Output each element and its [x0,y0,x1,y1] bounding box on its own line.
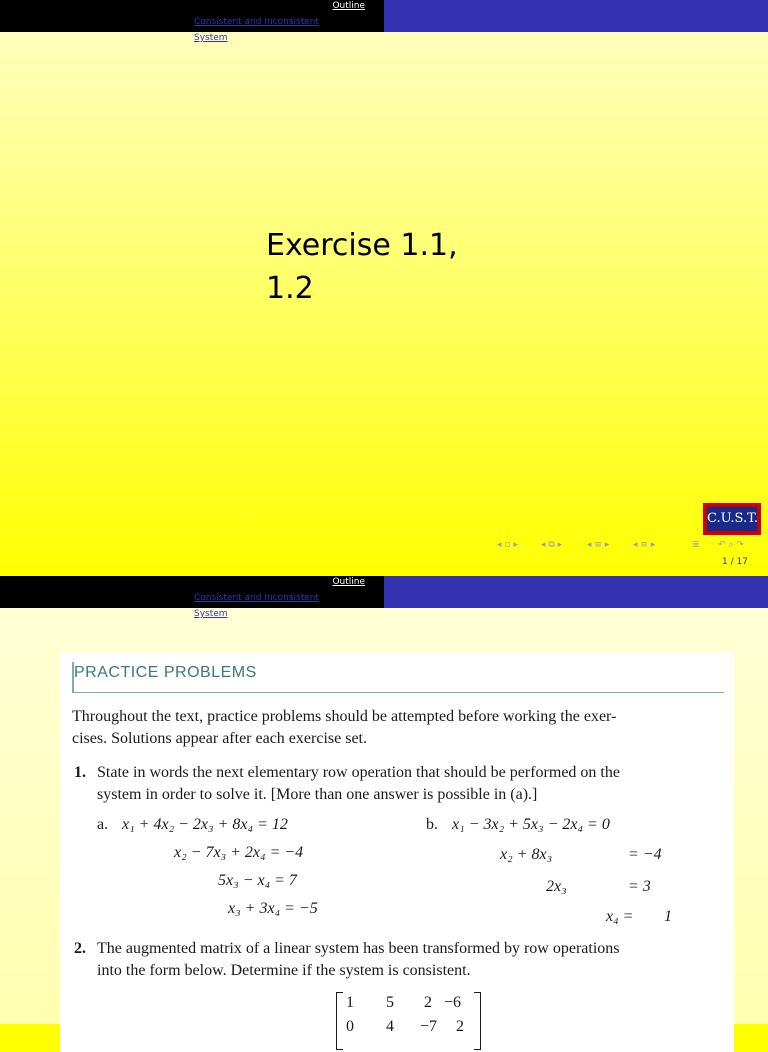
problem2-line1: The augmented matrix of a linear system has been transformed by row operations [97,940,620,957]
header-left-band [0,576,384,608]
part-b-label: b. [426,816,438,833]
slide-header [0,576,768,619]
matrix-cell: 4 [386,1018,394,1035]
practice-heading: PRACTICE PROBLEMS [74,664,257,681]
problem1-line1: State in words the next elementary row operation that should be performed on the [97,764,620,781]
nav-section-icon[interactable]: ◂ ≡ ▸ [587,540,610,550]
page-number: 1 / 17 [722,557,748,567]
header-right-band [384,576,768,608]
cust-logo [703,503,761,535]
matrix-left-bracket [336,992,343,1050]
slide-title [266,224,486,310]
matrix-cell: 5 [386,994,394,1011]
part-a-eq1: x₁ + 4x₂ − 2x₃ + 8x₄ = 12 [122,816,288,833]
slide-title-line2: 1.2 [266,271,314,306]
part-a-eq3: 5x₃ − x₄ = 7 [218,872,297,889]
matrix-cell: 0 [346,1018,354,1035]
problem2-line2: into the form below. Determine if the system is consistent. [97,962,471,979]
part-a-label: a. [97,816,109,833]
outline-link[interactable]: Outline [332,577,365,587]
nav-subsection-icon[interactable]: ◂ ⧉ ▸ [541,540,563,550]
matrix-cell: 2 [424,994,432,1011]
intro-line2: cises. Solutions appear after each exercise set. [72,730,367,747]
nav-search-icon[interactable]: ↶ ⌕ ↷ [718,540,744,550]
intro-line1: Throughout the text, practice problems should be attempted before working the exer- [72,708,617,725]
practice-problems-image [60,652,734,1052]
part-b-eq4-lhs: x₄ = [606,908,634,925]
slide-title-line1: Exercise 1.1, [266,228,458,263]
part-b-eq2-rhs: = −4 [628,846,662,863]
matrix-cell: −6 [444,994,462,1011]
part-b-eq4-rhs: 1 [664,908,672,925]
part-a-eq4: x₃ + 3x₄ = −5 [228,900,318,917]
problem1-line2: system in order to solve it. [More than one answer is possible in (a).] [97,786,538,803]
section-link-line2[interactable]: System [194,33,228,43]
slide-2 [0,576,768,1035]
matrix-cell: 2 [456,1018,464,1035]
slide-header [0,0,768,43]
problem2-number: 2. [74,940,86,957]
header-left-band [0,0,384,32]
heading-rule [72,692,724,693]
matrix-cell: −7 [420,1018,438,1035]
part-b-eq3-lhs: 2x₃ [546,878,567,895]
nav-align-icon[interactable]: ≣ [692,540,700,550]
nav-frame-prev-icon[interactable]: ◂ ▫ ▸ [497,540,518,550]
part-b-eq2-lhs: x₂ + 8x₃ [500,846,553,863]
section-link-line1[interactable]: Consistent and Inconsistent [194,593,320,603]
problem1-number: 1. [74,764,86,781]
nav-section-next-icon[interactable]: ◂ ≡ ▸ [633,540,656,550]
matrix-cell: 1 [346,994,354,1011]
part-b-eq3-rhs: = 3 [628,878,651,895]
section-link-line2[interactable]: System [194,609,228,619]
part-b-eq1: x₁ − 3x₂ + 5x₃ − 2x₄ = 0 [452,816,610,833]
part-a-eq2: x₂ − 7x₃ + 2x₄ = −4 [174,844,304,861]
outline-link[interactable]: Outline [332,1,365,11]
section-link-line1[interactable]: Consistent and Inconsistent [194,17,320,27]
header-right-band [384,0,768,32]
cust-logo-text: C.U.S.T. [707,507,757,531]
matrix-right-bracket [474,992,481,1050]
